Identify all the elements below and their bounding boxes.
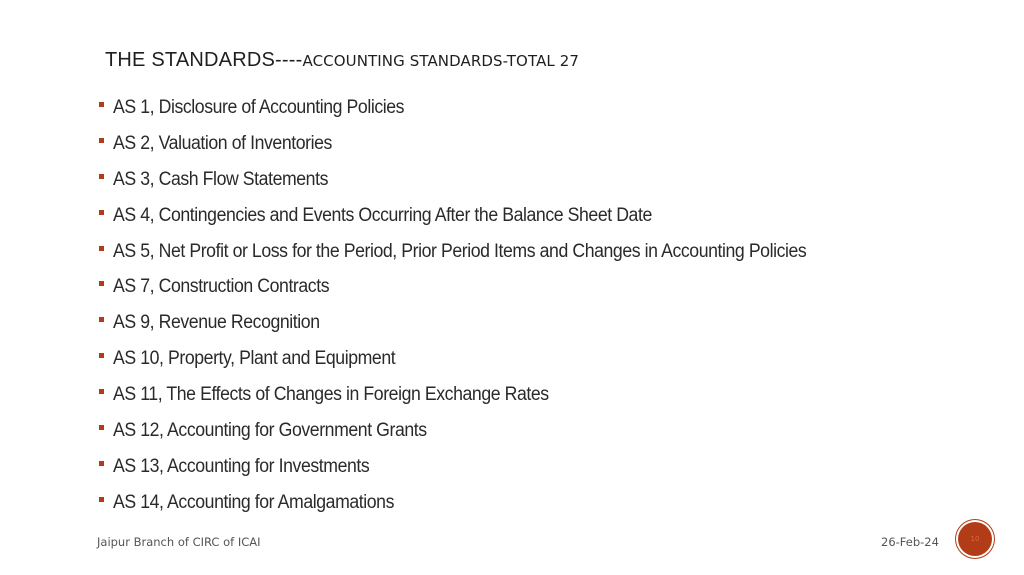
footer-organization: Jaipur Branch of CIRC of ICAI (97, 535, 261, 549)
list-item-text: AS 12, Accounting for Government Grants (113, 420, 427, 442)
slide-number-badge (958, 522, 992, 556)
list-item-text: AS 2, Valuation of Inventories (113, 132, 332, 154)
list-item-text: AS 7, Construction Contracts (113, 276, 330, 298)
list-item (99, 168, 859, 204)
list-item (99, 132, 859, 168)
square-bullet-icon (99, 389, 104, 394)
list-item (99, 383, 859, 419)
slide-title-sub: ACCOUNTING STANDARDS-TOTAL 27 (302, 52, 580, 70)
square-bullet-icon (99, 281, 104, 286)
standards-list (99, 96, 859, 527)
list-item-text: AS 4, Contingencies and Events Occurring After the Balance Sheet Date (113, 204, 652, 226)
list-item (99, 455, 859, 491)
square-bullet-icon (99, 425, 104, 430)
square-bullet-icon (99, 174, 104, 179)
list-item-text: AS 10, Property, Plant and Equipment (113, 348, 396, 370)
square-bullet-icon (99, 353, 104, 358)
slide-number: 10 (970, 535, 980, 543)
square-bullet-icon (99, 317, 104, 322)
list-item (99, 347, 859, 383)
square-bullet-icon (99, 102, 104, 107)
list-item-text: AS 14, Accounting for Amalgamations (113, 491, 395, 513)
footer-date: 26-Feb-24 (881, 535, 939, 549)
list-item (99, 96, 859, 132)
list-item (99, 491, 859, 527)
list-item (99, 311, 859, 347)
list-item (99, 275, 859, 311)
list-item-text: AS 11, The Effects of Changes in Foreign Exchange Rates (113, 384, 549, 406)
list-item-text: AS 3, Cash Flow Statements (113, 168, 329, 190)
list-item-text: AS 5, Net Profit or Loss for the Period, Prior Period Items and Changes in Accounting Policies (113, 240, 807, 262)
slide-title (105, 50, 579, 70)
square-bullet-icon (99, 210, 104, 215)
slide-title-main: THE STANDARDS---- (105, 49, 303, 71)
list-item (99, 240, 859, 276)
square-bullet-icon (99, 497, 104, 502)
square-bullet-icon (99, 138, 104, 143)
list-item-text: AS 1, Disclosure of Accounting Policies (113, 97, 405, 118)
square-bullet-icon (99, 246, 104, 251)
list-item-text: AS 13, Accounting for Investments (113, 455, 370, 477)
list-item-text: AS 9, Revenue Recognition (113, 312, 320, 334)
list-item (99, 204, 859, 240)
list-item (99, 419, 859, 455)
square-bullet-icon (99, 461, 104, 466)
